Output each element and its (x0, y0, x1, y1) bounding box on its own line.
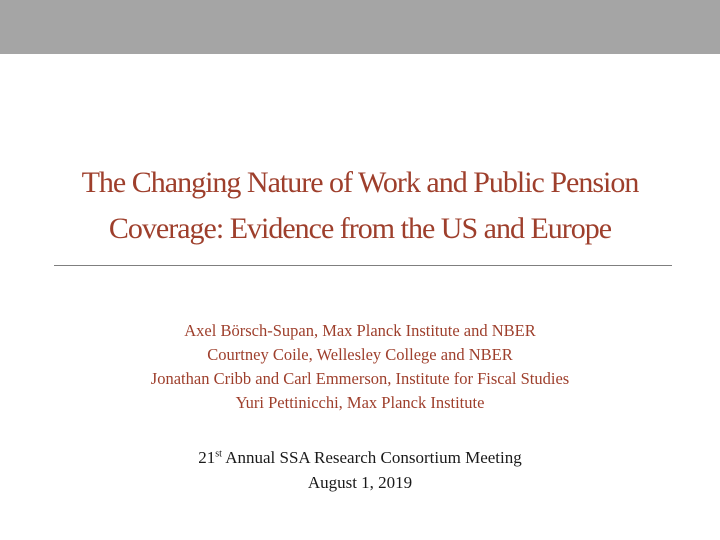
author-line: Axel Börsch-Supan, Max Planck Institute and NBER (184, 321, 536, 340)
meeting-ordinal-number: 21 (198, 448, 216, 467)
slide-title-line-2: Coverage: Evidence from the US and Europe (108, 212, 612, 245)
slide-title-line-1: The Changing Nature of Work and Public Pension (81, 166, 639, 199)
author-line: Yuri Pettinicchi, Max Planck Institute (235, 393, 485, 412)
slide-title (0, 160, 720, 252)
meeting-info (0, 445, 720, 495)
author-line: Courtney Coile, Wellesley College and NBER (207, 345, 513, 364)
author-line: Jonathan Cribb and Carl Emmerson, Institute for Fiscal Studies (150, 369, 570, 388)
top-header-band (0, 0, 720, 54)
meeting-name-text: Annual SSA Research Consortium Meeting (221, 448, 522, 467)
author-list (0, 319, 720, 415)
meeting-date: August 1, 2019 (307, 473, 413, 492)
meeting-ordinal-suffix: st (215, 448, 222, 460)
meeting-name (0, 445, 720, 470)
title-divider (54, 265, 672, 266)
